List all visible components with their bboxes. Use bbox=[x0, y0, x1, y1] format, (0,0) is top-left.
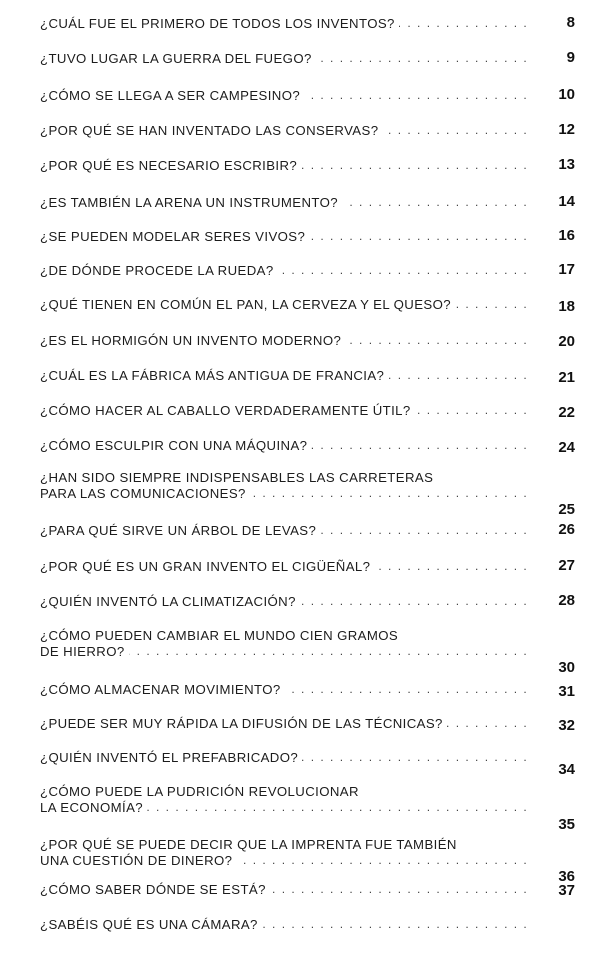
toc-entry-title: ¿POR QUÉ SE HAN INVENTADO LAS CONSERVAS? bbox=[40, 123, 382, 138]
toc-entry-title: ¿POR QUÉ SE PUEDE DECIR QUE LA IMPRENTA FUE TAMBIÉN bbox=[40, 837, 461, 852]
toc-page-number: 21 bbox=[558, 369, 575, 386]
toc-page-number: 20 bbox=[558, 333, 575, 350]
toc-entry-line bbox=[40, 853, 575, 869]
toc-entry bbox=[40, 784, 575, 833]
toc-entry-title: ¿PUEDE SER MUY RÁPIDA LA DIFUSIÓN DE LAS TÉCNICAS? bbox=[40, 716, 447, 731]
toc-page-number: 27 bbox=[558, 557, 575, 574]
toc-page-number: 31 bbox=[558, 683, 575, 700]
toc-entry bbox=[40, 123, 575, 139]
toc-entry-line bbox=[40, 559, 575, 575]
toc-page-number: 30 bbox=[558, 659, 575, 676]
toc-entry-title: ¿QUIÉN INVENTÓ EL PREFABRICADO? bbox=[40, 750, 302, 765]
toc-entry bbox=[40, 297, 575, 313]
toc-entry-line bbox=[40, 16, 575, 32]
toc-entry-line bbox=[40, 403, 575, 419]
toc-entry bbox=[40, 403, 575, 419]
toc-entry-line bbox=[40, 837, 575, 853]
toc-entry bbox=[40, 716, 575, 732]
toc-entry bbox=[40, 438, 575, 454]
toc-entry-line bbox=[40, 229, 575, 245]
toc-page-number: 17 bbox=[558, 261, 575, 278]
toc-entry bbox=[40, 16, 575, 32]
toc-entry-line bbox=[40, 628, 575, 644]
toc-entry-title: ¿POR QUÉ ES NECESARIO ESCRIBIR? bbox=[40, 158, 301, 173]
toc-entry bbox=[40, 523, 575, 539]
toc-entry-title: ¿CÓMO PUEDEN CAMBIAR EL MUNDO CIEN GRAMOS bbox=[40, 628, 402, 643]
toc-entry-line bbox=[40, 682, 575, 698]
toc-entry-line bbox=[40, 917, 575, 933]
toc-entry bbox=[40, 837, 575, 885]
toc-page-number: 12 bbox=[558, 121, 575, 138]
toc-entry-line bbox=[40, 195, 575, 211]
toc-entry bbox=[40, 195, 575, 211]
toc-entry bbox=[40, 263, 575, 279]
toc-entry-title: ¿ES EL HORMIGÓN UN INVENTO MODERNO? bbox=[40, 333, 345, 348]
toc-entry bbox=[40, 51, 575, 67]
toc-entry-line bbox=[40, 123, 575, 139]
toc-page-number: 14 bbox=[558, 193, 575, 210]
toc-entry-title: ¿CÓMO SABER DÓNDE SE ESTÁ? bbox=[40, 882, 270, 897]
toc-entry-title: ¿TUVO LUGAR LA GUERRA DEL FUEGO? bbox=[40, 51, 316, 66]
toc-entry-line bbox=[40, 750, 575, 766]
toc-entry-line bbox=[40, 882, 575, 898]
toc-entry-title: ¿CÓMO PUEDE LA PUDRICIÓN REVOLUCIONAR bbox=[40, 784, 363, 799]
toc-entry-title: ¿HAN SIDO SIEMPRE INDISPENSABLES LAS CARRETERAS bbox=[40, 470, 437, 485]
toc-entry-line bbox=[40, 800, 575, 816]
toc-entry-line bbox=[40, 523, 575, 539]
toc-entry bbox=[40, 229, 575, 245]
toc-entry-line bbox=[40, 333, 575, 349]
toc-entry-title: ¿SABÉIS QUÉ ES UNA CÁMARA? bbox=[40, 917, 262, 932]
toc-entry bbox=[40, 628, 575, 676]
toc-entry-line bbox=[40, 88, 575, 104]
toc-entry-line bbox=[40, 297, 575, 313]
toc-entry-line bbox=[40, 51, 575, 67]
toc-entry-title: ¿SE PUEDEN MODELAR SERES VIVOS? bbox=[40, 229, 309, 244]
toc-entry-title: ¿CÓMO ESCULPIR CON UNA MÁQUINA? bbox=[40, 438, 311, 453]
toc-entry-line bbox=[40, 486, 575, 502]
toc-page-number: 8 bbox=[566, 14, 575, 31]
toc-entry-title: ¿POR QUÉ ES UN GRAN INVENTO EL CIGÜEÑAL? bbox=[40, 559, 374, 574]
toc-entry-title: UNA CUESTIÓN DE DINERO? bbox=[40, 853, 236, 868]
toc-page-number: 13 bbox=[558, 156, 575, 173]
toc-entry-title: DE HIERRO? bbox=[40, 644, 129, 659]
toc-entry bbox=[40, 882, 575, 898]
toc-entry-title: ¿CÓMO ALMACENAR MOVIMIENTO? bbox=[40, 682, 285, 697]
toc-entry-title: ¿CÓMO SE LLEGA A SER CAMPESINO? bbox=[40, 88, 304, 103]
toc-entry-title: ¿QUÉ TIENEN EN COMÚN EL PAN, LA CERVEZA Y EL QUESO? bbox=[40, 297, 455, 312]
toc-entry bbox=[40, 368, 575, 384]
toc-entry bbox=[40, 470, 575, 518]
toc-entry-title: ¿DE DÓNDE PROCEDE LA RUEDA? bbox=[40, 263, 278, 278]
toc-entry-title: ¿QUIÉN INVENTÓ LA CLIMATIZACIÓN? bbox=[40, 594, 300, 609]
toc-entry-title: ¿ES TAMBIÉN LA ARENA UN INSTRUMENTO? bbox=[40, 195, 342, 210]
toc-page-number: 22 bbox=[558, 404, 575, 421]
toc-entry bbox=[40, 559, 575, 575]
toc-entry-line bbox=[40, 158, 575, 174]
toc-page-number: 9 bbox=[566, 49, 575, 66]
toc-entry-line bbox=[40, 644, 575, 660]
toc-entry-line bbox=[40, 594, 575, 610]
toc-page-number: 18 bbox=[558, 298, 575, 315]
toc-entry-line bbox=[40, 263, 575, 279]
toc-entry-line bbox=[40, 784, 575, 800]
toc-entry bbox=[40, 682, 575, 698]
toc-entry-title: PARA LAS COMUNICACIONES? bbox=[40, 486, 250, 501]
toc-page-number: 34 bbox=[558, 761, 575, 778]
toc-page-number: 10 bbox=[558, 86, 575, 103]
toc-entry bbox=[40, 88, 575, 104]
toc-page-number: 36 bbox=[558, 868, 575, 885]
toc-entry-title: ¿CÓMO HACER AL CABALLO VERDADERAMENTE ÚTIL? bbox=[40, 403, 415, 418]
toc-entry bbox=[40, 594, 575, 610]
toc-entry bbox=[40, 917, 575, 933]
toc-entry bbox=[40, 750, 575, 778]
toc-entry-line bbox=[40, 470, 575, 486]
toc-page-number: 35 bbox=[558, 816, 575, 833]
toc-page-number: 28 bbox=[558, 592, 575, 609]
toc-page-number: 26 bbox=[558, 521, 575, 538]
toc-page-number: 16 bbox=[558, 227, 575, 244]
toc-entry-title: ¿PARA QUÉ SIRVE UN ÁRBOL DE LEVAS? bbox=[40, 523, 320, 538]
toc-entry-title: ¿CUÁL ES LA FÁBRICA MÁS ANTIGUA DE FRANCIA? bbox=[40, 368, 388, 383]
toc-entry-line bbox=[40, 368, 575, 384]
toc-entry-line bbox=[40, 716, 575, 732]
toc-page-number: 32 bbox=[558, 717, 575, 734]
toc-entry-title: LA ECONOMÍA? bbox=[40, 800, 147, 815]
toc-page-number: 37 bbox=[558, 882, 575, 899]
toc-entry bbox=[40, 333, 575, 349]
toc-entry-line bbox=[40, 438, 575, 454]
toc-entry bbox=[40, 158, 575, 174]
toc-entry-title: ¿CUÁL FUE EL PRIMERO DE TODOS LOS INVENTOS? bbox=[40, 16, 399, 31]
toc-page-number: 25 bbox=[558, 501, 575, 518]
toc-page-number: 24 bbox=[558, 439, 575, 456]
